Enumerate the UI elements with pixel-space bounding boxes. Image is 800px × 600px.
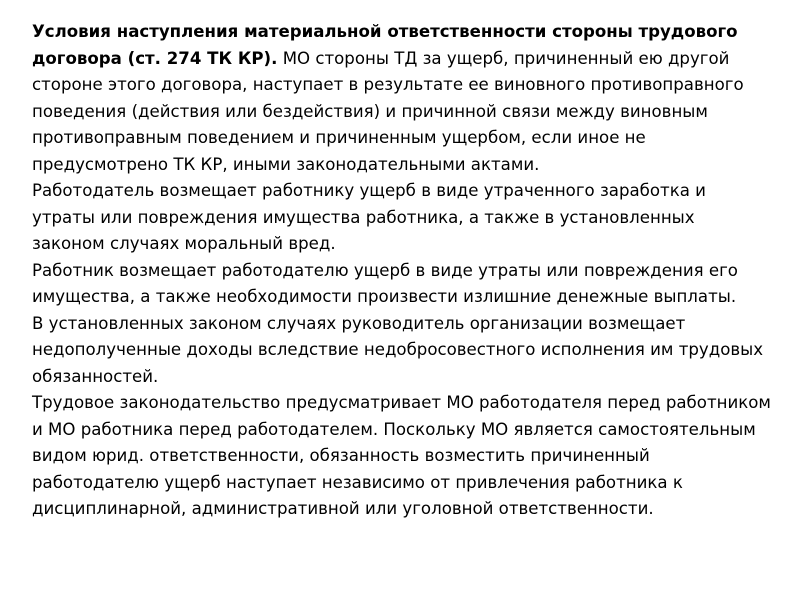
paragraph-2: Работодатель возмещает работнику ущерб в виде утраченного заработка и утраты или повреждения имущества работника, а также в установленных законом случаях моральный вред.	[32, 181, 706, 253]
paragraph-5: Трудовое законодательство предусматривает МО работодателя перед работником и МО работника перед работодателем. Поскольку МО является самостоятельным видом юрид. ответственности, обязанность возместить причиненный работодателю ущерб наступает независимо от привлечения работника к дисциплинарной, административной или уголовной ответственности.	[32, 393, 771, 518]
document-body	[32, 19, 772, 523]
paragraph-1-text: МО стороны ТД за ущерб, причиненный ею другой стороне этого договора, наступает в результате ее виновного противоправного поведения (действия или бездействия) и причинной связи между виновным противоправным поведением и причиненным ущербом, если иное не предусмотрено ТК КР, иными законодательными актами.	[32, 48, 744, 174]
section-heading: Условия наступления материальной ответственности стороны трудового договора (ст. 274 ТК КР).	[32, 22, 738, 68]
paragraph-3: Работник возмещает работодателю ущерб в виде утраты или повреждения его имущества, а также необходимости произвести излишние денежные выплаты.	[32, 260, 738, 306]
paragraph-4: В установленных законом случаях руководитель организации возмещает недополученные доходы вследствие недобросовестного исполнения им трудовых обязанностей.	[32, 313, 764, 386]
paragraph-1	[32, 19, 772, 178]
